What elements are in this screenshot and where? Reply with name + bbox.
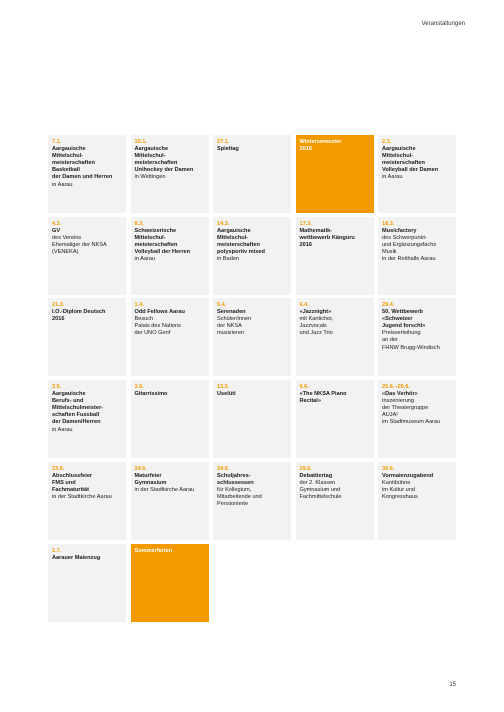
event-date: 29.4. bbox=[382, 302, 395, 308]
event-cell bbox=[213, 135, 291, 213]
event-description: in Baden bbox=[217, 256, 240, 263]
section-header: Veranstaltungen bbox=[421, 21, 465, 27]
event-date: 15.1. bbox=[134, 139, 147, 145]
event-title: GV bbox=[52, 228, 61, 235]
event-description: Inszenierung der Theatergruppe AUJA! im Stadtmuseum Aarau bbox=[382, 398, 441, 426]
event-date: 23.6. bbox=[52, 466, 65, 472]
event-title: Gitarrissimo bbox=[134, 391, 168, 398]
event-date: 24.6. bbox=[217, 466, 230, 472]
event-date: 5.4. bbox=[217, 302, 227, 308]
event-cell bbox=[131, 380, 209, 458]
event-date: 3.5. bbox=[134, 384, 144, 390]
event-title: Uselüti bbox=[217, 391, 236, 398]
event-date: 21.3. bbox=[52, 302, 65, 308]
event-description: Preisverleihung an der FHNW Brugg-Windisch bbox=[382, 330, 440, 351]
event-date: 7.1. bbox=[52, 139, 62, 145]
event-description: mit Kantichor, Jazzvocals und Jazz Trio bbox=[299, 316, 334, 337]
event-description: Besuch Palais des Nations der UNO Genf bbox=[134, 316, 181, 337]
event-cell bbox=[48, 462, 126, 540]
event-date: 14.3. bbox=[217, 221, 230, 227]
event-description: der 2. Klassen Gymnasium und Fachmittelschule bbox=[299, 480, 342, 501]
event-title: I.O.-Diplom Deutsch 2016 bbox=[52, 309, 106, 323]
event-cell bbox=[213, 217, 291, 295]
event-title: Abschlussfeier FMS und Fachmaturität bbox=[52, 473, 93, 494]
events-calendar-grid bbox=[48, 135, 457, 625]
event-cell bbox=[131, 544, 209, 622]
event-date: 8.3. bbox=[134, 221, 144, 227]
event-date: Wintersemester 2016 bbox=[299, 139, 342, 153]
event-title: Mathematik- wettbewerb Känguru 2016 bbox=[299, 228, 355, 249]
event-cell bbox=[378, 135, 456, 213]
event-title: «The NKSA Piano Recital» bbox=[299, 391, 347, 405]
event-title: Serenaden bbox=[217, 309, 246, 316]
event-date: 9.6. bbox=[299, 384, 309, 390]
event-cell bbox=[213, 462, 291, 540]
event-title: Aargauische Berufs- und Mittelschulmeister- schaften Fussball der Damen/Herren bbox=[52, 391, 103, 426]
event-description: des Schwerpunkt- und Ergänzungsfachs Musik in der Reithalle Aarau bbox=[382, 235, 437, 263]
event-cell bbox=[213, 298, 291, 376]
event-date: 18.3. bbox=[382, 221, 395, 227]
event-title: Aargauische Mittelschul- meisterschaften Basketball der Damen und Herren bbox=[52, 146, 113, 181]
event-cell bbox=[296, 380, 374, 458]
event-date: 30.6. bbox=[382, 466, 395, 472]
event-date: 1.7. bbox=[52, 548, 62, 554]
event-title: Odd Fellows Aarau bbox=[134, 309, 185, 316]
event-cell bbox=[378, 298, 456, 376]
event-description: Kantibühne im Kultur und Kongresshaus bbox=[382, 480, 418, 501]
event-date: 24.6. bbox=[134, 466, 147, 472]
event-title: Vormaienzugabend bbox=[382, 473, 434, 480]
event-cell bbox=[296, 217, 374, 295]
event-description: in Aarau bbox=[52, 426, 73, 433]
event-title: «Das Verhör» bbox=[382, 391, 418, 398]
event-cell bbox=[48, 298, 126, 376]
event-title: Debattiertag bbox=[299, 473, 333, 480]
event-date: 13.5. bbox=[217, 384, 230, 390]
event-cell bbox=[296, 298, 374, 376]
event-title: 50. Wettbewerb «Schweizer Jugend forscht» bbox=[382, 309, 426, 330]
event-date: 25.6.–29.6. bbox=[382, 384, 410, 390]
event-title: Maturfeier Gymnasium bbox=[134, 473, 167, 487]
event-date: 2.3. bbox=[382, 139, 392, 145]
event-description: Schüler/innen der NKSA musizieren bbox=[217, 316, 252, 337]
event-cell bbox=[378, 380, 456, 458]
event-date: 3.5. bbox=[52, 384, 62, 390]
event-cell bbox=[296, 135, 374, 213]
event-description: für Kollegium, Mitarbeitende und Pensionierte bbox=[217, 487, 262, 508]
event-date: 27.1. bbox=[217, 139, 230, 145]
event-description: in Aarau bbox=[134, 256, 156, 263]
event-title: «Jazznight» bbox=[299, 309, 332, 316]
event-cell bbox=[378, 217, 456, 295]
event-cell bbox=[378, 462, 456, 540]
event-title: Schweizerische Mittelschul- meisterschaften Volleyball der Herren bbox=[134, 228, 191, 256]
event-date: 6.4. bbox=[299, 302, 309, 308]
event-date: 17.3. bbox=[299, 221, 312, 227]
event-description: in Aarau bbox=[382, 174, 403, 181]
event-cell bbox=[131, 298, 209, 376]
event-cell bbox=[48, 544, 126, 622]
event-cell bbox=[131, 462, 209, 540]
event-date: 4.3. bbox=[52, 221, 62, 227]
event-title: Aargauische Mittelschul- meisterschaften Volleyball der Damen bbox=[382, 146, 439, 174]
event-title: Schuljahres- schlussessen bbox=[217, 473, 254, 487]
event-date: 1.4. bbox=[134, 302, 144, 308]
event-cell bbox=[48, 380, 126, 458]
event-description: in Wettingen bbox=[134, 174, 166, 181]
page-number: 15 bbox=[449, 682, 456, 688]
event-description: in der Stadtkirche Aarau bbox=[52, 494, 112, 501]
event-title: Aarauer Maienzug bbox=[52, 555, 101, 562]
event-cell bbox=[48, 135, 126, 213]
event-title: Spieltag bbox=[217, 146, 239, 153]
event-cell bbox=[48, 217, 126, 295]
event-cell bbox=[131, 217, 209, 295]
event-title: Musicfactory bbox=[382, 228, 417, 235]
event-cell bbox=[296, 462, 374, 540]
event-description: des Vereins Ehemaliger der NKSA (VENEKA) bbox=[52, 235, 107, 256]
event-title: Aargauische Mittelschul- meisterschaften Unihockey der Damen bbox=[134, 146, 194, 174]
event-date: 29.6. bbox=[299, 466, 312, 472]
event-title: Aargauische Mittelschul- meisterschaften polysportiv mixed bbox=[217, 228, 265, 256]
event-cell bbox=[131, 135, 209, 213]
event-description: in der Stadtkirche Aarau bbox=[134, 487, 195, 494]
event-cell bbox=[213, 380, 291, 458]
event-description: in Aarau bbox=[52, 181, 73, 188]
event-date: Sommerferien bbox=[134, 548, 173, 554]
